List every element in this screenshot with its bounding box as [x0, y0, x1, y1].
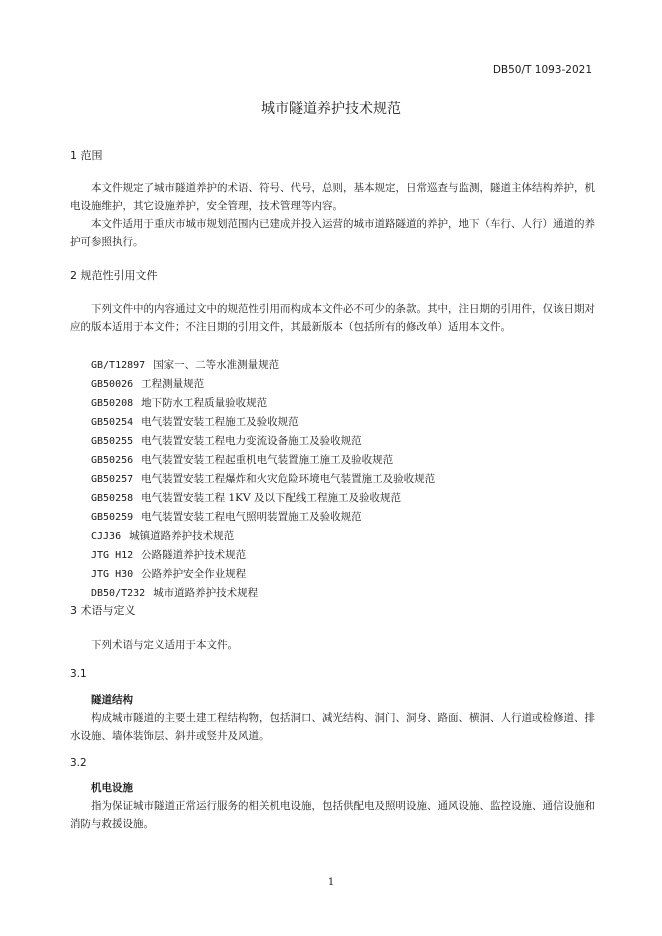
reference-name: 地下防水工程质量验收规范 [141, 397, 268, 409]
section-1-paragraph-2: 本文件适用于重庆市城市规划范围内已建成并投入运营的城市道路隧道的养护，地下（车行、人行）通道的养护可参照执行。 [70, 218, 595, 248]
reference-code: GB50259 [91, 512, 134, 523]
reference-item [91, 508, 435, 527]
reference-item [91, 375, 435, 394]
section-1-paragraph-1: 本文件规定了城市隧道养护的术语、符号、代号，总则，基本规定，日常巡查与监测，隧道主体结构养护，机电设施维护，其它设施养护，安全管理，技术管理等内容。 [70, 182, 595, 212]
reference-item [91, 356, 435, 375]
term-3-1-definition: 构成城市隧道的主要土建工程结构物，包括洞口、减光结构、洞门、洞身、路面、横洞、人行道或检修道、排水设施、墙体装饰层、斜井或竖井及风道。 [70, 712, 595, 742]
reference-name: 电气装置安装工程起重机电气装置施工施工及验收规范 [141, 454, 394, 466]
section-1-heading: 1 范围 [70, 149, 103, 162]
reference-item [91, 394, 435, 413]
reference-item [91, 565, 435, 584]
term-3-2-definition: 指为保证城市隧道正常运行服务的相关机电设施，包括供配电及照明设施、通风设施、监控设施、通信设施和消防与救援设施。 [70, 800, 595, 830]
reference-item [91, 527, 435, 546]
reference-item [91, 413, 435, 432]
reference-item [91, 470, 435, 489]
term-3-2-number: 3.2 [70, 757, 87, 769]
reference-code: GB50254 [91, 417, 134, 428]
reference-name: 国家一、二等水准测量规范 [153, 359, 280, 371]
reference-name: 电气装置安装工程电气照明装置施工及验收规范 [141, 511, 362, 523]
reference-code: GB50256 [91, 455, 134, 466]
reference-code: DB50/T232 [91, 588, 146, 599]
page-number: 1 [327, 877, 335, 888]
reference-name: 工程测量规范 [141, 378, 205, 390]
reference-item [91, 489, 435, 508]
reference-name: 城市道路养护技术规程 [153, 587, 259, 599]
reference-name: 公路养护安全作业规程 [141, 568, 247, 580]
normative-reference-list [91, 356, 435, 603]
reference-code: GB50026 [91, 379, 134, 390]
reference-name: 城镇道路养护技术规范 [129, 530, 235, 542]
term-3-2-title: 机电设施 [91, 782, 133, 794]
section-3-paragraph-1: 下列术语与定义适用于本文件。 [91, 639, 238, 651]
reference-name: 电气装置安装工程施工及验收规范 [141, 416, 299, 428]
reference-name: 电气装置安装工程 1KV 及以下配线工程施工及验收规范 [141, 492, 401, 504]
reference-code: JTG H30 [91, 569, 134, 580]
reference-name: 电气装置安装工程爆炸和火灾危险环境电气装置施工及验收规范 [141, 473, 436, 485]
reference-code: GB/T12897 [91, 360, 146, 371]
document-title: 城市隧道养护技术规范 [261, 101, 401, 117]
reference-item [91, 584, 435, 603]
reference-code: JTG H12 [91, 550, 134, 561]
reference-name: 公路隧道养护技术规范 [141, 549, 247, 561]
reference-item [91, 546, 435, 565]
reference-code: GB50255 [91, 436, 134, 447]
term-3-1-title: 隧道结构 [91, 694, 133, 706]
reference-code: GB50258 [91, 493, 134, 504]
reference-code: GB50257 [91, 474, 134, 485]
reference-code: CJJ36 [91, 531, 122, 542]
term-3-1-number: 3.1 [70, 668, 87, 680]
reference-code: GB50208 [91, 398, 134, 409]
section-2-paragraph-1: 下列文件中的内容通过文中的规范性引用而构成本文件必不可少的条款。其中，注日期的引用件，仅该日期对应的版本适用于本文件；不注日期的引用文件，其最新版本（包括所有的修改单）适用本文件。 [70, 303, 595, 333]
section-2-heading: 2 规范性引用文件 [70, 269, 158, 282]
document-code: DB50/T 1093-2021 [492, 64, 592, 76]
reference-item [91, 451, 435, 470]
section-3-heading: 3 术语与定义 [70, 604, 136, 617]
reference-item [91, 432, 435, 451]
reference-name: 电气装置安装工程电力变流设备施工及验收规范 [141, 435, 362, 447]
